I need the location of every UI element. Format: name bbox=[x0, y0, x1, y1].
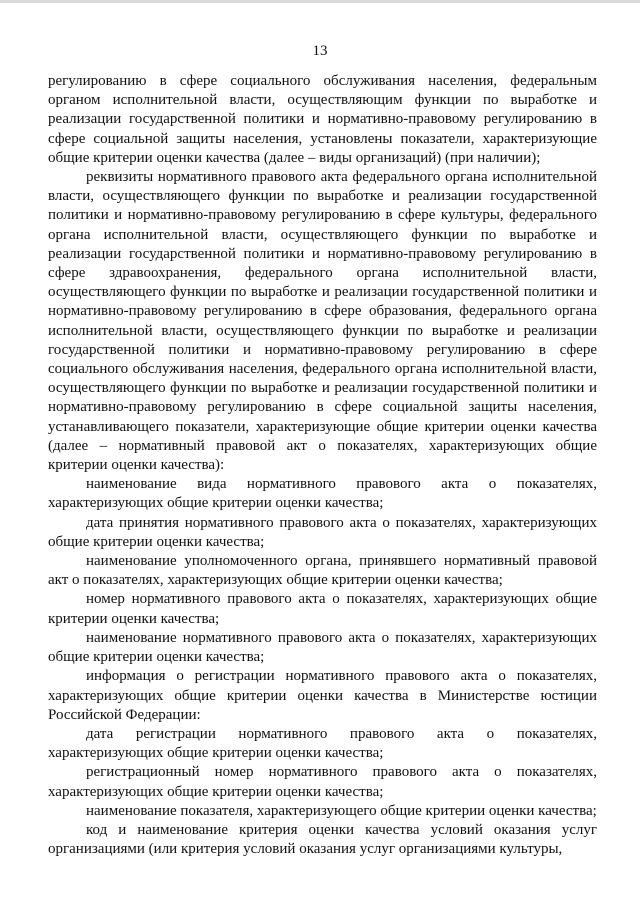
page-top-edge bbox=[0, 0, 640, 3]
paragraph-act-date: дата принятия нормативного правового акта о показателях, характеризующих общие критерии оценки качества; bbox=[48, 514, 597, 550]
paragraph-act-requisites: реквизиты нормативного правового акта федерального органа исполнительной власти, осуществляющего функции по выработке и реализации государственной политики и нормативно-правовому регулированию в сфере культуры, федерального органа исполнительной власти, осуществляющего функции по выработке и реализации государственной политики и нормативно-правовому регулированию в сфере здравоохранения, федерального органа исполнительной власти, осуществляющего функции по выработке и реализации государственной политики и нормативно-правовому регулированию в сфере образования, федерального органа исполнительной власти, осуществляющего функции по выработке и реализации государственной политики и нормативно-правовому регулированию в сфере социального обслуживания населения, федерального органа исполнительной власти, осуществляющего функции по выработке и реализации государственной политики и нормативно-правовому регулированию в сфере социальной защиты населения, устанавливающего показатели, характеризующие общие критерии оценки качества (далее – нормативный правовой акт о показателях, характеризующих общие критерии оценки качества): bbox=[48, 169, 597, 474]
paragraph-indicator-name: наименование показателя, характеризующего общие критерии оценки качества; bbox=[86, 802, 597, 819]
paragraph-continuation: регулированию в сфере социального обслуживания населения, федеральным органом исполнительной власти, осуществляющим функции по выработке и реализации государственной политики и нормативно-правовому регулированию в сфере социальной защиты населения, установлены показатели, характеризующие общие критерии оценки качества (далее – виды организаций) (при наличии); bbox=[48, 73, 597, 166]
paragraph-registration-info: информация о регистрации нормативного правового акта о показателях, характеризующих общие критерии оценки качества в Министерстве юстиции Российской Федерации: bbox=[48, 668, 597, 723]
paragraph-act-type: наименование вида нормативного правового акта о показателях, характеризующих общие критерии оценки качества; bbox=[48, 476, 597, 512]
paragraph-registration-date: дата регистрации нормативного правового акта о показателях, характеризующих общие критерии оценки качества; bbox=[48, 725, 597, 762]
paragraph-act-number: номер нормативного правового акта о показателях, характеризующих общие критерии оценки качества; bbox=[48, 591, 597, 627]
paragraph-registration-number: регистрационный номер нормативного правового акта о показателях, характеризующих общие критерии оценки качества; bbox=[48, 764, 597, 800]
paragraph-criterion-code: код и наименование критерия оценки качества условий оказания услуг организациями (или критерия условий оказания услуг организациями культуры, bbox=[48, 821, 597, 858]
document-body bbox=[48, 72, 597, 859]
paragraph-authority-name: наименование уполномоченного органа, принявшего нормативный правовой акт о показателях, характеризующих общие критерии оценки качества; bbox=[48, 553, 597, 589]
paragraph-act-name: наименование нормативного правового акта о показателях, характеризующих общие критерии оценки качества; bbox=[48, 629, 597, 666]
page-number: 13 bbox=[312, 43, 328, 59]
